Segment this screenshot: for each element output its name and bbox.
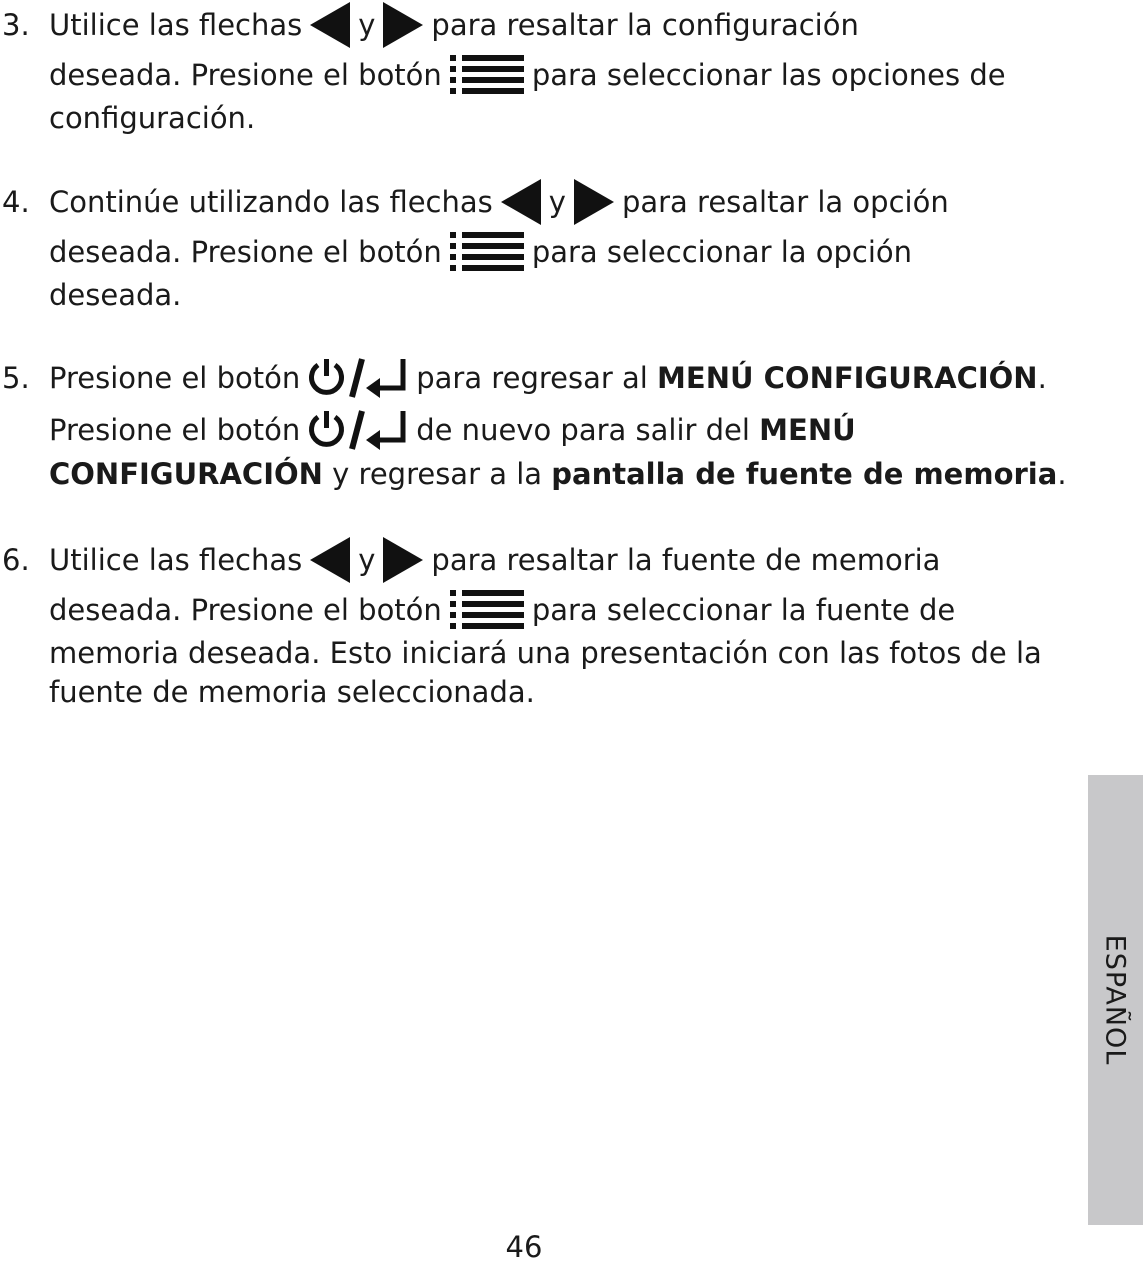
step-text: para seleccionar la fuente de — [531, 593, 956, 627]
language-tab — [1088, 775, 1143, 1225]
step-text: . — [1057, 457, 1067, 491]
step-text: de nuevo para salir del — [416, 413, 750, 447]
step-text: y — [548, 185, 566, 219]
step-number: 6. — [2, 543, 30, 577]
screen-name-bold: pantalla de fuente de memoria — [551, 457, 1058, 491]
step-line: memoria deseada. Esto iniciará una presentación con las fotos de la — [49, 636, 1042, 670]
menu-icon — [450, 231, 524, 273]
step-line — [49, 180, 949, 224]
step-line — [49, 53, 1006, 97]
power-return-icon — [308, 408, 408, 452]
step-line — [49, 408, 856, 452]
step-text: para seleccionar la opción — [531, 235, 913, 269]
step-line: configuración. — [49, 101, 256, 135]
step-text: y — [358, 543, 376, 577]
menu-icon — [450, 589, 524, 631]
step-text: y regresar a la — [332, 457, 543, 491]
left-arrow-icon — [310, 537, 350, 583]
menu-name-bold: CONFIGURACIÓN — [49, 457, 323, 491]
step-text: para resaltar la opción — [621, 185, 949, 219]
step-line — [49, 588, 955, 632]
left-arrow-icon — [310, 2, 350, 48]
step-text: deseada. Presione el botón — [49, 235, 442, 269]
step-line: fuente de memoria seleccionada. — [49, 675, 535, 709]
right-arrow-icon — [574, 179, 614, 225]
right-arrow-icon — [383, 537, 423, 583]
step-text: para regresar al — [416, 361, 648, 395]
step-text: deseada. Presione el botón — [49, 58, 442, 92]
step-text: para seleccionar las opciones de — [531, 58, 1006, 92]
step-text: Continúe utilizando las flechas — [49, 185, 493, 219]
step-text: para resaltar la configuración — [431, 8, 859, 42]
menu-name-bold: MENÚ CONFIGURACIÓN — [657, 361, 1038, 395]
step-line — [49, 452, 1067, 496]
power-return-icon — [308, 356, 408, 400]
step-text: Presione el botón — [49, 361, 301, 395]
language-tab-label: ESPAÑOL — [1099, 934, 1131, 1066]
step-text: y — [358, 8, 376, 42]
step-text: deseada. Presione el botón — [49, 593, 442, 627]
step-number: 3. — [2, 8, 30, 42]
step-text: . — [1037, 361, 1047, 395]
step-line — [49, 356, 1047, 400]
step-text: Presione el botón — [49, 413, 301, 447]
page-number: 46 — [505, 1230, 543, 1264]
right-arrow-icon — [383, 2, 423, 48]
step-line — [49, 3, 859, 47]
step-line: deseada. — [49, 278, 182, 312]
step-text: Utilice las flechas — [49, 8, 303, 42]
menu-icon — [450, 54, 524, 96]
step-number: 5. — [2, 361, 30, 395]
step-line — [49, 230, 912, 274]
step-line — [49, 538, 940, 582]
step-text: para resaltar la fuente de memoria — [431, 543, 941, 577]
menu-name-bold: MENÚ — [759, 413, 856, 447]
left-arrow-icon — [501, 179, 541, 225]
step-text: Utilice las flechas — [49, 543, 303, 577]
step-number: 4. — [2, 185, 30, 219]
